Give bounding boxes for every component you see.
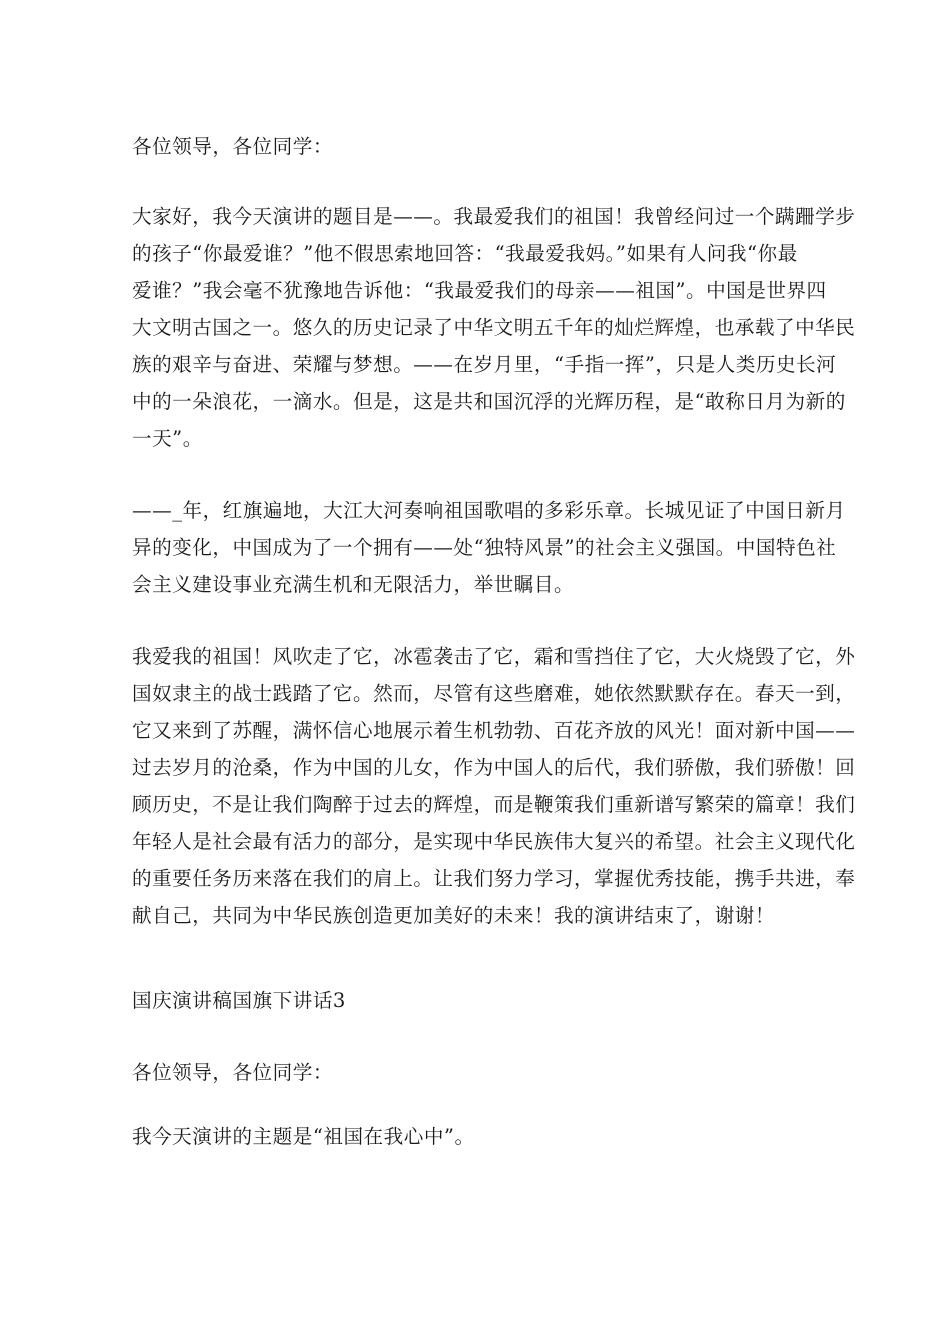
text-line: 顾历史，不是让我们陶醉于过去的辉煌，而是鞭策我们重新谱写繁荣的篇章！我们 [132,793,856,816]
text-line: 我今天演讲的主题是“祖国在我心中”。 [132,1125,475,1148]
text-line: 各位领导，各位同学： [132,135,333,158]
text-line: 会主义建设事业充满生机和无限活力，举世瞩目。 [132,573,575,596]
text-line: 爱谁？”我会毫不犹豫地告诉他：“我最爱我们的母亲——祖国”。中国是世界四 [132,279,827,302]
text-line: 中的一朵浪花，一滴水。但是，这是共和国沉浮的光辉历程，是“敢称日月为新的 [132,390,846,413]
text-line: 大家好，我今天演讲的题目是——。我最爱我们的祖国！我曾经问过一个蹒跚学步 [132,205,856,228]
text-line: 国庆演讲稿国旗下讲话3 [132,989,346,1012]
text-line: 年轻人是社会最有活力的部分，是实现中华民族伟大复兴的希望。社会主义现代化 [132,830,856,853]
section-title [132,982,822,1019]
greeting-line [132,128,822,165]
paragraph-theme [132,1118,822,1155]
text-line: 它又来到了苏醒，满怀信心地展示着生机勃勃、百花齐放的风光！面对新中国—— [132,719,856,742]
text-line: 的重要任务历来落在我们的肩上。让我们努力学习，掌握优秀技能，携手共进，奉 [132,867,856,890]
text-line: 各位领导，各位同学： [132,1061,333,1084]
paragraph-love [132,638,856,934]
text-line: 国奴隶主的战士践踏了它。然而，尽管有这些磨难，她依然默默存在。春天一到， [132,682,856,705]
text-line: 大文明古国之一。悠久的历史记录了中华文明五千年的灿烂辉煌，也承载了中华民 [132,316,856,339]
text-line: 献自己，共同为中华民族创造更加美好的未来！我的演讲结束了，谢谢！ [132,904,775,927]
text-line: 过去岁月的沧桑，作为中国的儿女，作为中国人的后代，我们骄傲，我们骄傲！回 [132,756,856,779]
greeting-line-2 [132,1054,822,1091]
text-line: 我爱我的祖国！风吹走了它，冰雹袭击了它，霜和雪挡住了它，大火烧毁了它，外 [132,645,856,668]
text-line: ——_年，红旗遍地，大江大河奏响祖国歌唱的多彩乐章。长城见证了中国日新月 [132,499,846,522]
paragraph-history [132,492,846,603]
text-line: 的孩子“你最爱谁？”他不假思索地回答：“我最爱我妈。”如果有人问我“你最 [132,242,798,265]
text-line: 异的变化，中国成为了一个拥有——处“独特风景”的社会主义强国。中国特色社 [132,536,837,559]
paragraph-intro [132,198,856,457]
text-line: 族的艰辛与奋进、荣耀与梦想。——在岁月里，“手指一挥”，只是人类历史长河 [132,353,837,376]
text-line: 一天”。 [132,427,203,450]
